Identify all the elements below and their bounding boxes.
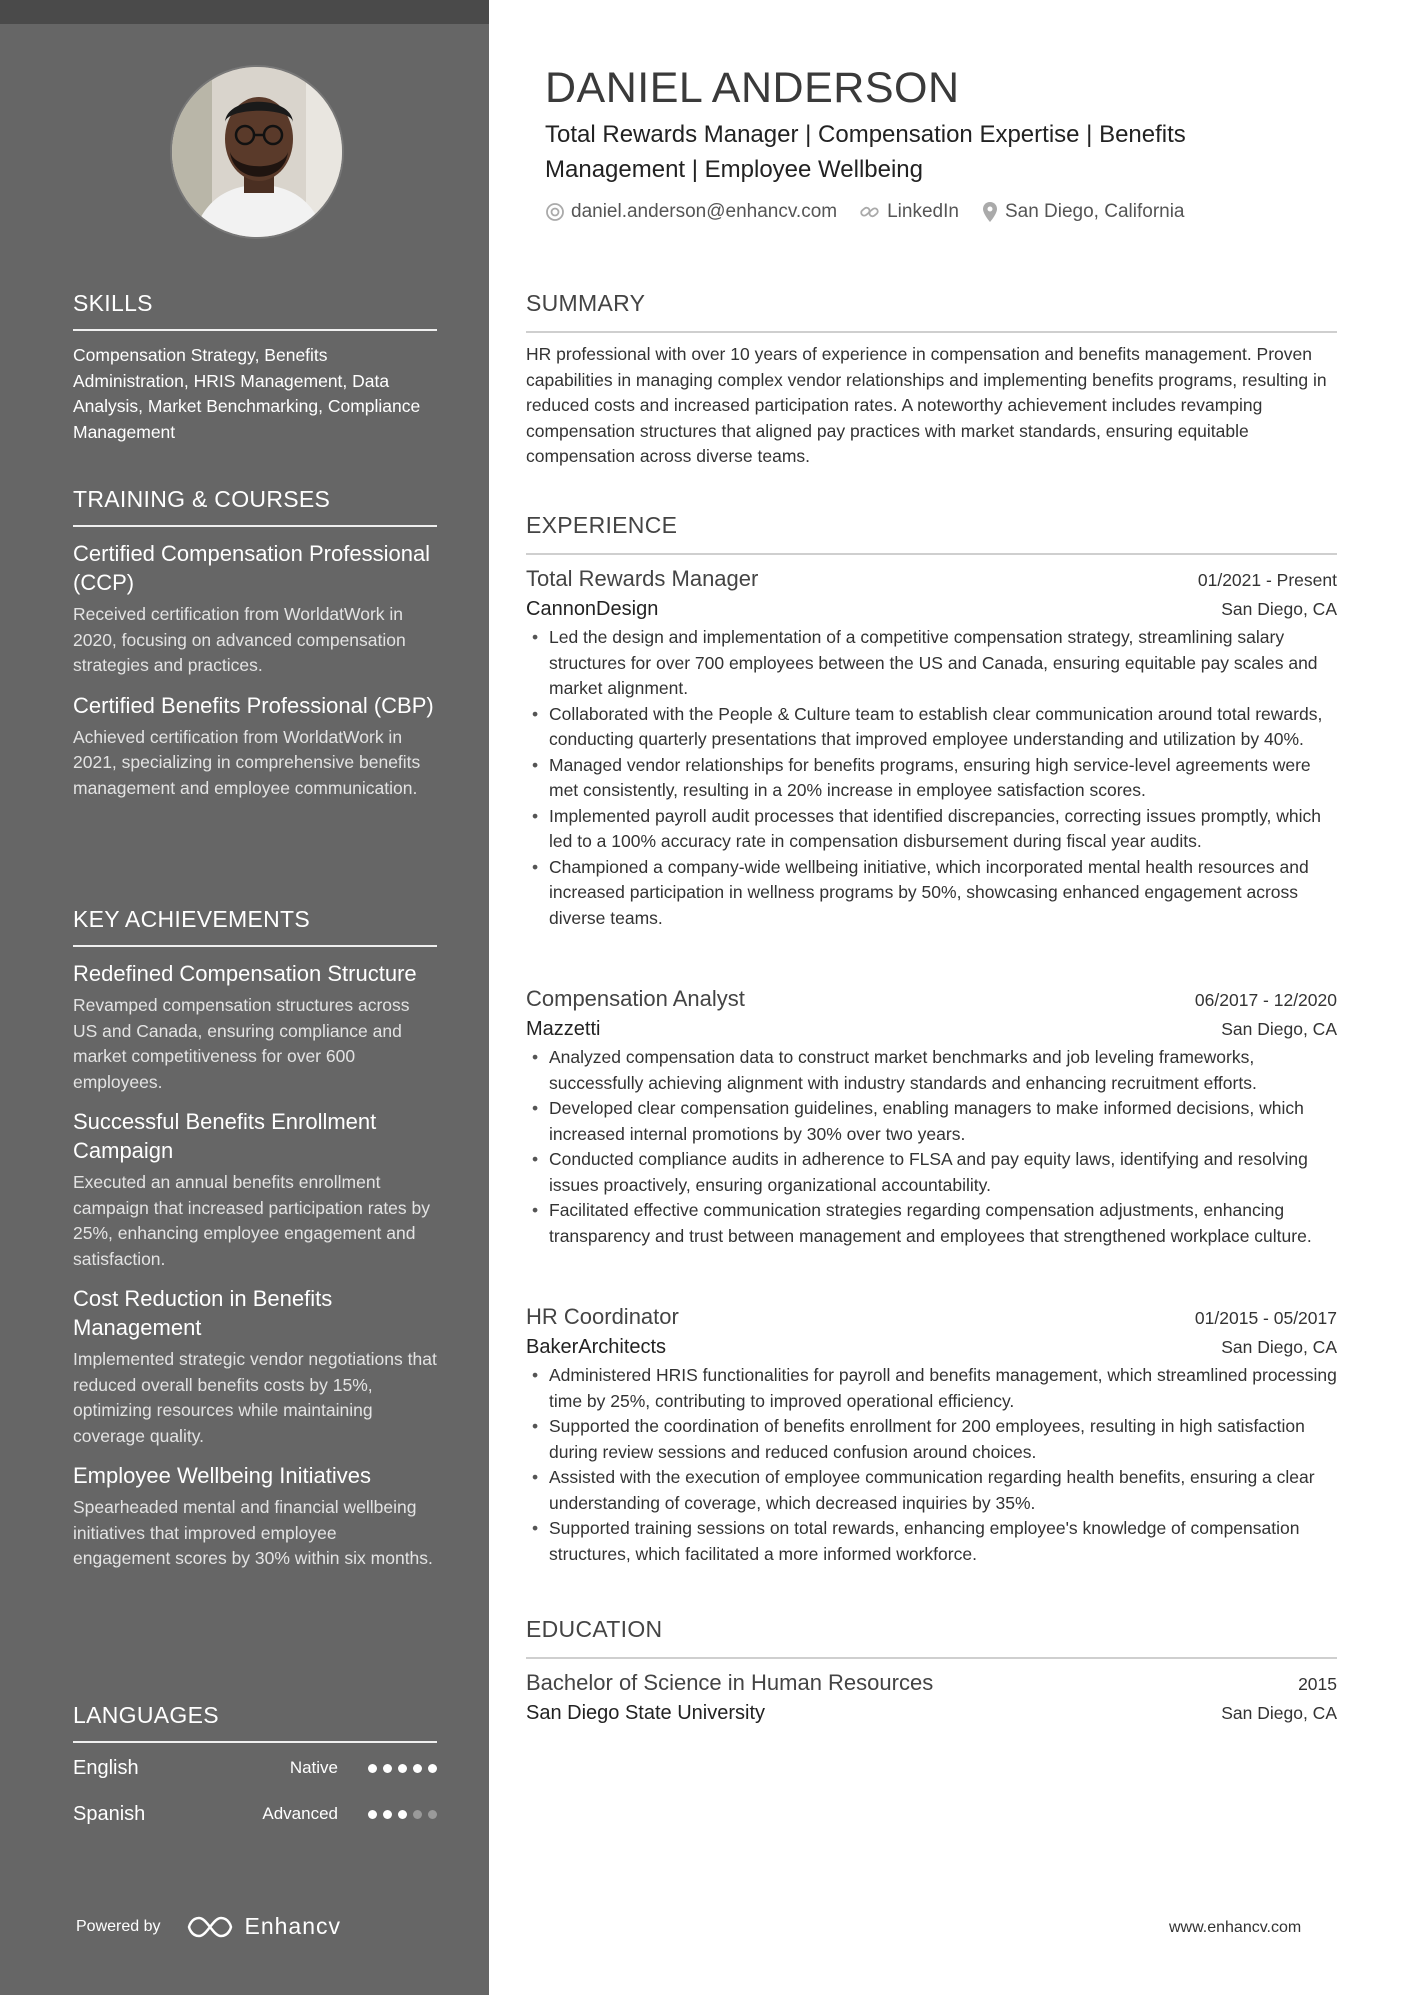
achievement-item: [73, 1107, 437, 1272]
linkedin-text: LinkedIn: [887, 201, 959, 222]
training-item: [73, 691, 437, 802]
job-bullet: • Supported training sessions on total rewards, enhancing employee's knowledge of compensation structures, which facilitated a more informed workforce.: [526, 1516, 1337, 1567]
footer-url[interactable]: www.enhancv.com: [1169, 1919, 1302, 1936]
powered-by: [76, 1913, 341, 1940]
rating-dot: [398, 1810, 407, 1819]
enhancv-brand: Enhancv: [244, 1913, 342, 1939]
job-title: Compensation Analyst: [526, 986, 745, 1011]
training-item-title: Certified Benefits Professional (CBP): [73, 692, 434, 718]
training-heading: TRAINING & COURSES: [73, 486, 437, 527]
headline: Total Rewards Manager | Compensation Expertise | Benefits Management | Employee Wellbeing: [545, 121, 1186, 183]
job-title: HR Coordinator: [526, 1304, 679, 1329]
sidebar-top-bar: [0, 0, 489, 24]
language-row: [73, 1791, 437, 1837]
rating-dot: [413, 1764, 422, 1773]
job-bullet: • Developed clear compensation guidelines, enabling managers to make informed decisions, which increased internal promotions by 30% over two years.: [526, 1096, 1337, 1147]
training-item-desc: Received certification from WorldatWork in 2020, focusing on advanced compensation strategies and practices.: [73, 604, 406, 675]
graduation-year: 2015: [1298, 1674, 1337, 1694]
job-bullet: • Supported the coordination of benefits enrollment for 200 employees, resulting in high satisfaction during review sessions and reduced confusion around choices.: [526, 1414, 1337, 1465]
achievement-item: [73, 1284, 437, 1449]
job-dates: 06/2017 - 12/2020: [1194, 990, 1337, 1010]
contact-location: [981, 201, 1185, 223]
rating-dot: [413, 1810, 422, 1819]
education-entry: [526, 1670, 1337, 1725]
job-company: Mazzetti: [526, 1018, 601, 1040]
language-name: English: [73, 1756, 139, 1779]
job-bullet: • Led the design and implementation of a competitive compensation strategy, streamlining salary structures for over 700 employees between the US and Canada, ensuring equitable pay scales and market alignment.: [526, 625, 1337, 702]
achievement-title: Cost Reduction in Benefits Management: [73, 1286, 333, 1340]
language-level: Native: [289, 1758, 338, 1777]
achievement-desc: Spearheaded mental and financial wellbeing initiatives that improved employee engagement scores by 30% within six months.: [73, 1497, 433, 1568]
job-bullet: • Analyzed compensation data to construct market benchmarks and job leveling frameworks, successfully achieving alignment with industry standards and enhancing recruitment efforts.: [526, 1045, 1337, 1096]
job-bullet: • Implemented payroll audit processes that identified discrepancies, correcting issues promptly, which led to a 100% accuracy rate in compensation disbursement during fiscal year audits.: [526, 804, 1337, 855]
rating-dot: [368, 1810, 377, 1819]
achievement-item: [73, 1461, 437, 1572]
job-bullet: • Facilitated effective communication strategies regarding compensation adjustments, enhancing transparency and trust between management and employees that strengthened workplace culture.: [526, 1198, 1337, 1249]
link-icon: [859, 202, 881, 222]
avatar: [170, 65, 344, 239]
training-item-desc: Achieved certification from WorldatWork in 2021, specializing in comprehensive benefits management and employee communication.: [73, 726, 421, 798]
rating-dot: [383, 1810, 392, 1819]
job-entry: [526, 986, 1337, 1249]
job-bullets: [526, 1045, 1337, 1249]
school: San Diego State University: [526, 1702, 766, 1724]
job-dates: 01/2015 - 05/2017: [1194, 1308, 1337, 1328]
skills-text: Compensation Strategy, Benefits Administration, HRIS Management, Data Analysis, Market Benchmarking, Compliance Management: [73, 345, 421, 442]
training-item-title: Certified Compensation Professional (CCP): [73, 541, 431, 595]
job-entry: [526, 1304, 1337, 1567]
email-text: daniel.anderson@enhancv.com: [571, 201, 838, 222]
job-title: Total Rewards Manager: [526, 566, 759, 591]
rating-dot: [428, 1810, 437, 1819]
location-pin-icon: [981, 201, 999, 223]
candidate-name: DANIEL ANDERSON: [545, 64, 960, 112]
rating-dot: [368, 1764, 377, 1773]
summary-heading: SUMMARY: [526, 290, 1337, 333]
language-level: Advanced: [262, 1804, 338, 1823]
powered-by-label: Powered by: [76, 1917, 161, 1935]
skills-section: [73, 290, 437, 445]
job-bullet: • Administered HRIS functionalities for payroll and benefits management, which streamlined processing time by 25%, contributing to improved operational efficiency.: [526, 1363, 1337, 1414]
rating-dot: [398, 1764, 407, 1773]
training-item: [73, 539, 437, 679]
achievement-desc: Revamped compensation structures across US and Canada, ensuring compliance and market competitiveness for over 600 employees.: [73, 995, 410, 1092]
language-rating: [368, 1764, 437, 1773]
training-section: [73, 486, 437, 801]
skills-heading: SKILLS: [73, 290, 437, 331]
education-heading: EDUCATION: [526, 1616, 1337, 1659]
location-text: San Diego, California: [1004, 201, 1185, 222]
job-entry: [526, 566, 1337, 931]
job-location: San Diego, CA: [1221, 1337, 1337, 1357]
job-bullet: • Championed a company-wide wellbeing initiative, which incorporated mental health resources and increased participation in wellness programs by 50%, showcasing enhanced engagement across diverse teams.: [526, 855, 1337, 932]
job-location: San Diego, CA: [1221, 1019, 1337, 1039]
job-company: CannonDesign: [526, 598, 659, 620]
at-icon: [545, 202, 565, 222]
rating-dot: [428, 1764, 437, 1773]
language-rating: [368, 1810, 437, 1819]
achievements-heading: KEY ACHIEVEMENTS: [73, 906, 437, 947]
sidebar: [0, 0, 489, 1995]
language-row: [73, 1745, 437, 1791]
summary-text: HR professional with over 10 years of experience in compensation and benefits management. Proven capabilities in managing complex vendor relationships and implementing benefits programs, resulting in reduced costs and increased participation rates. A noteworthy achievement includes revamping compensation structures that aligned pay practices with market standards, ensuring equitable compensation across diverse teams.: [526, 344, 1327, 466]
experience-heading: EXPERIENCE: [526, 512, 1337, 555]
languages-section: [73, 1702, 437, 1837]
job-dates: 01/2021 - Present: [1197, 570, 1337, 590]
contact-bar: [545, 201, 1207, 223]
language-name: Spanish: [73, 1802, 146, 1825]
degree: Bachelor of Science in Human Resources: [526, 1670, 934, 1695]
job-bullet: • Assisted with the execution of employee communication regarding health benefits, ensuring a clear understanding of coverage, which decreased inquiries by 35%.: [526, 1465, 1337, 1516]
job-location: San Diego, CA: [1221, 599, 1337, 619]
job-bullet: • Collaborated with the People & Culture team to establish clear communication around total rewards, conducting quarterly presentations that improved employee understanding and utilization by 40%.: [526, 702, 1337, 753]
achievement-item: [73, 959, 437, 1095]
contact-email[interactable]: [545, 201, 837, 223]
rating-dot: [383, 1764, 392, 1773]
achievement-desc: Executed an annual benefits enrollment campaign that increased participation rates by 25%, enhancing employee engagement and satisfaction.: [73, 1172, 431, 1269]
school-location: San Diego, CA: [1221, 1703, 1337, 1723]
enhancv-logo-icon: [187, 1914, 233, 1940]
contact-linkedin[interactable]: [859, 201, 959, 223]
job-bullet: • Managed vendor relationships for benefits programs, ensuring high service-level agreements were met consistently, resulting in a 20% increase in employee satisfaction scores.: [526, 753, 1337, 804]
achievement-title: Successful Benefits Enrollment Campaign: [73, 1109, 377, 1163]
job-bullet: • Conducted compliance audits in adherence to FLSA and pay equity laws, identifying and resolving issues proactively, ensuring organizational accountability.: [526, 1147, 1337, 1198]
job-bullets: [526, 625, 1337, 931]
languages-heading: LANGUAGES: [73, 1702, 437, 1743]
achievement-desc: Implemented strategic vendor negotiations that reduced overall benefits costs by 15%, optimizing resources while maintaining coverage quality.: [73, 1349, 437, 1446]
job-bullets: [526, 1363, 1337, 1567]
achievement-title: Redefined Compensation Structure: [73, 961, 417, 986]
achievement-title: Employee Wellbeing Initiatives: [73, 1463, 371, 1488]
achievements-section: [73, 906, 437, 1572]
job-company: BakerArchitects: [526, 1336, 667, 1358]
